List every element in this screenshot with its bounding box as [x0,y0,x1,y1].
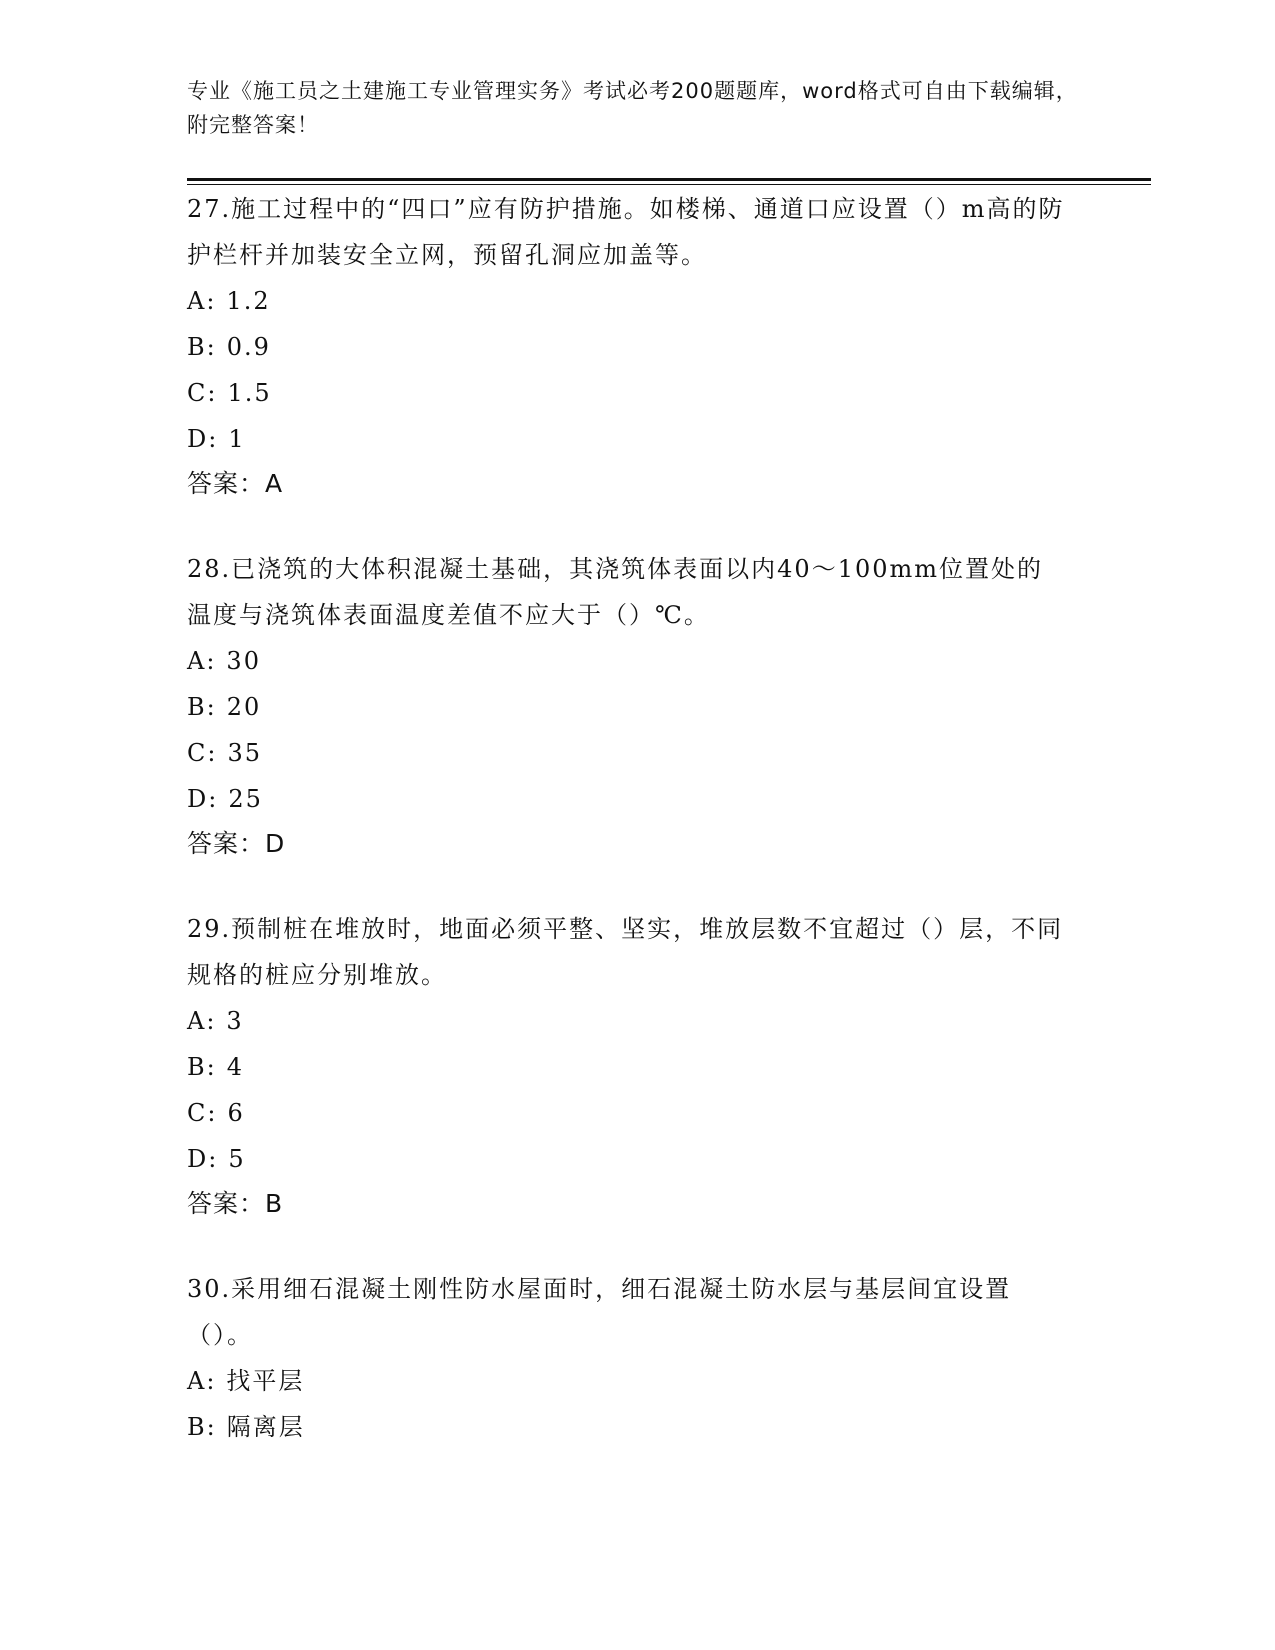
option-value: 4 [226,1053,245,1081]
option-a [187,1358,1067,1404]
option-a [187,998,1067,1044]
option-value: 6 [227,1099,245,1127]
question-30 [187,1266,1067,1450]
option-d [187,1136,1067,1182]
answer-label: 答案：B [187,1189,284,1218]
option-b [187,1044,1067,1090]
question-stem: 28.已浇筑的大体积混凝土基础，其浇筑体表面以内40～100mm位置处的温度与浇筑体表面温度差值不应大于（）℃。 [187,555,1044,629]
option-b [187,684,1067,730]
option-key: C: [187,1099,218,1127]
option-d [187,416,1067,462]
option-key: C: [187,379,218,407]
option-key: D: [187,785,219,813]
header-divider-thick [187,178,1151,181]
option-value: 隔离层 [226,1413,305,1441]
option-key: B: [187,693,217,721]
option-key: B: [187,1053,217,1081]
question-27 [187,186,1067,506]
option-value: 0.9 [226,333,271,361]
document-header: 专业《施工员之土建施工专业管理实务》考试必考200题题库，word格式可自由下载编辑，附完整答案！ [187,79,1078,137]
option-b [187,1404,1067,1450]
option-c [187,370,1067,416]
option-key: C: [187,739,218,767]
option-value: 1.2 [226,287,271,315]
option-c [187,730,1067,776]
question-28 [187,546,1067,866]
question-stem: 29.预制桩在堆放时，地面必须平整、坚实，堆放层数不宜超过（）层，不同规格的桩应分别堆放。 [187,915,1064,989]
question-stem: 27.施工过程中的“四口”应有防护措施。如楼梯、通道口应设置（）m高的防护栏杆并加装安全立网，预留孔洞应加盖等。 [187,195,1065,269]
option-a [187,278,1067,324]
option-a [187,638,1067,684]
option-key: A: [187,1007,217,1035]
question-stem: 30.采用细石混凝土刚性防水屋面时，细石混凝土防水层与基层间宜设置（）。 [187,1275,1012,1349]
answer-label: 答案：D [187,829,286,858]
option-value: 找平层 [226,1367,305,1395]
option-key: A: [187,1367,217,1395]
question-29 [187,906,1067,1226]
option-c [187,1090,1067,1136]
option-key: D: [187,1145,219,1173]
option-key: D: [187,425,219,453]
option-key: B: [187,333,217,361]
option-value: 30 [226,647,261,675]
option-value: 3 [226,1007,244,1035]
option-key: A: [187,647,217,675]
header-divider-thin [187,184,1151,185]
option-value: 1 [228,425,246,453]
option-value: 20 [226,693,262,721]
option-value: 35 [227,739,262,767]
option-key: B: [187,1413,217,1441]
option-value: 5 [228,1145,246,1173]
option-key: A: [187,287,217,315]
option-value: 1.5 [227,379,272,407]
option-value: 25 [228,785,263,813]
answer-label: 答案：A [187,469,284,498]
option-b [187,324,1067,370]
option-d [187,776,1067,822]
